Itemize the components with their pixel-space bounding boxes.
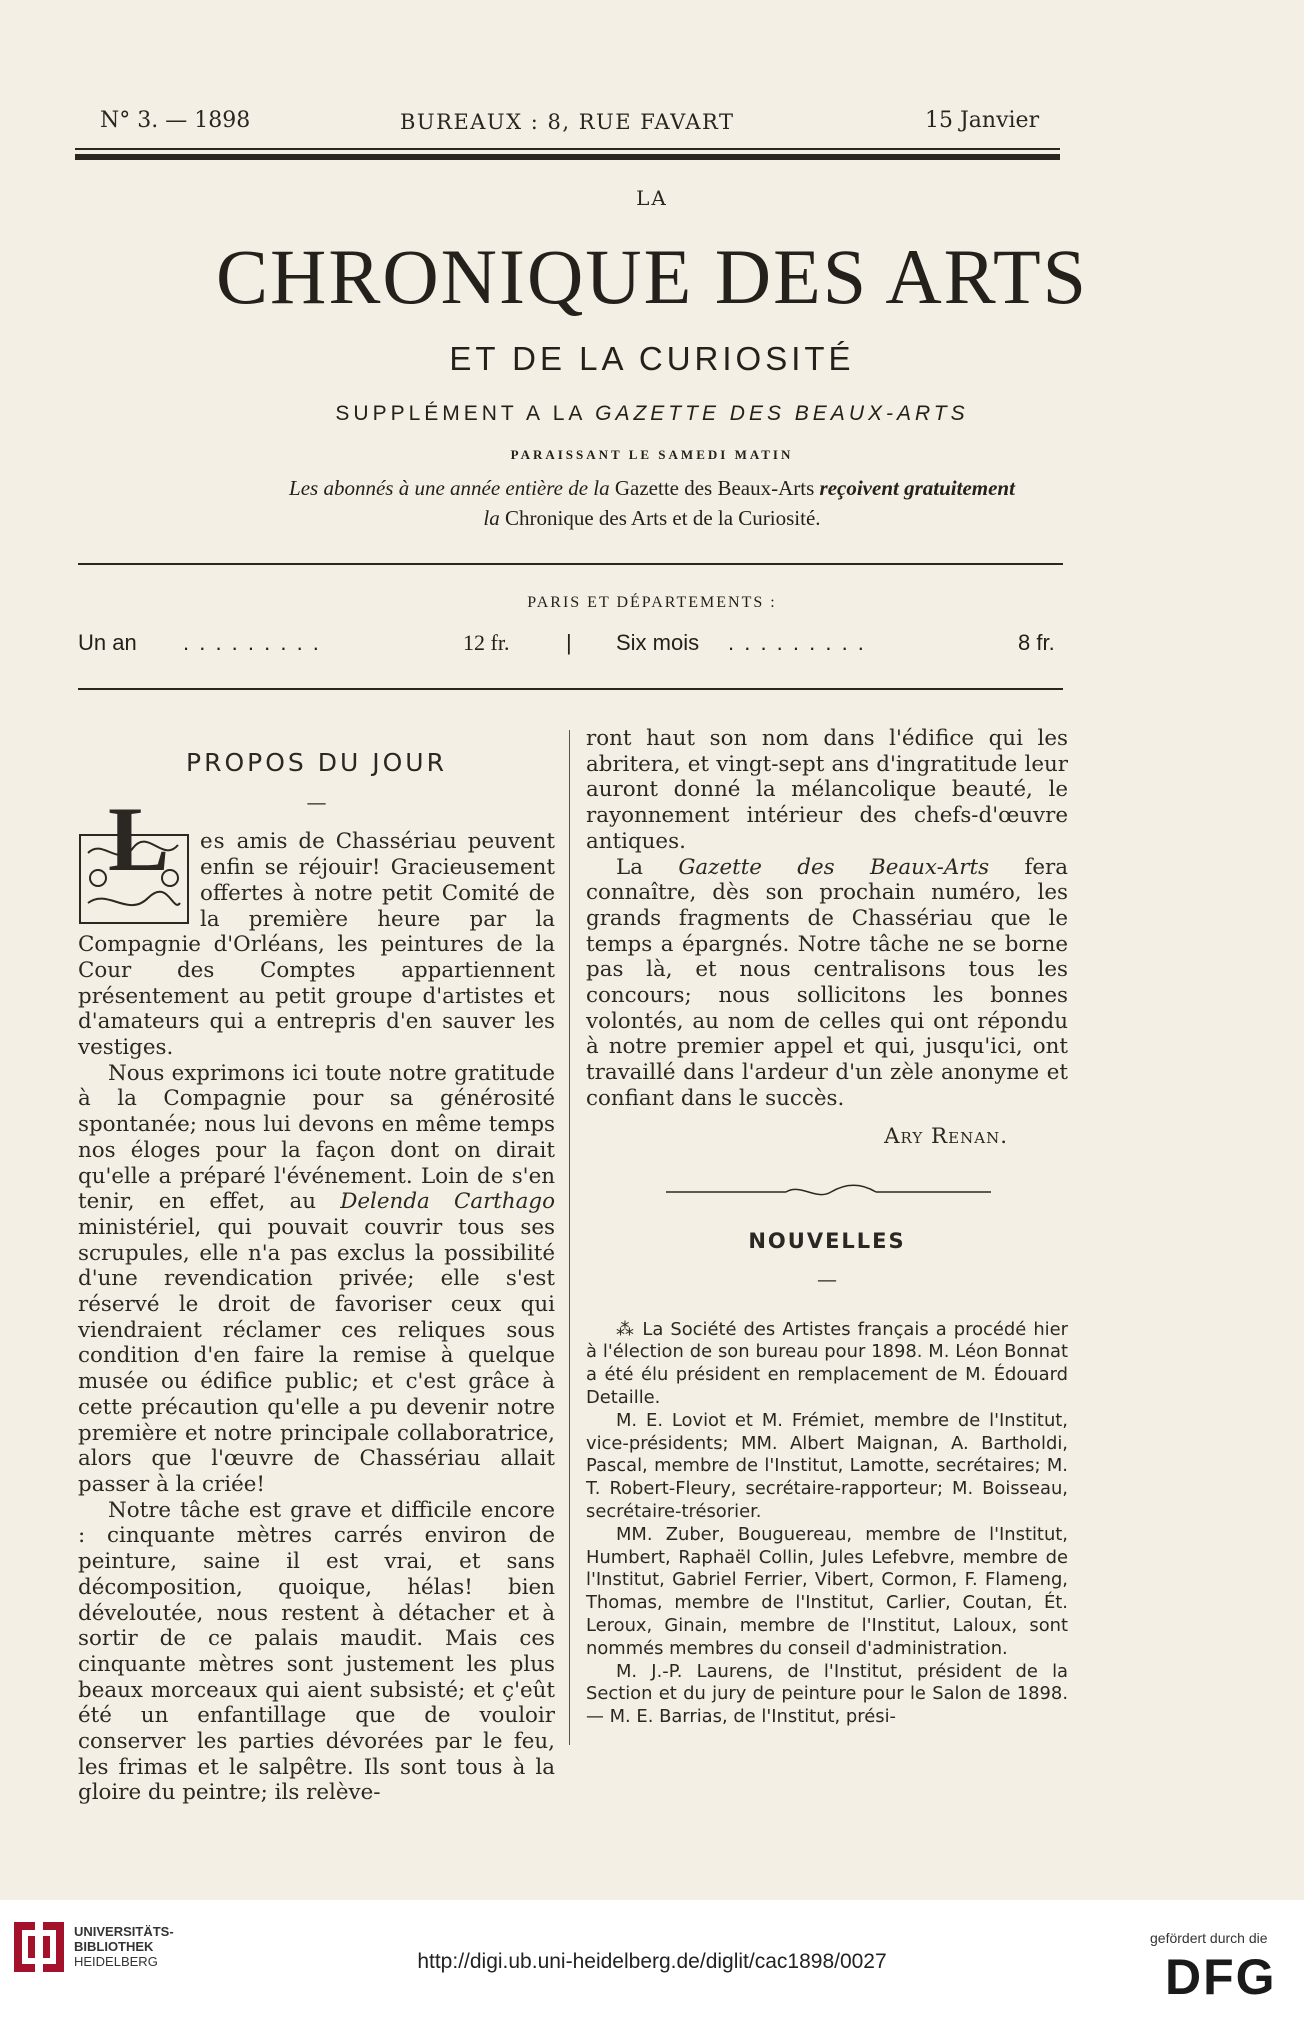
- news-item-2: M. E. Loviot et M. Frémiet, membre de l'Institut, vice-présidents; MM. Albert Maignan, A. Bartholdi, Pascal, membre de l'Institut, Lamotte, secrétaires; M. T. Robert-Fleury, secrétaire-rapporteur; M. Boisseau, secrétaire-trésorier.: [586, 1409, 1068, 1523]
- propos-p5-text-b: fera connaître, dès son prochain numéro, les grands fragments de Chassériau que le temps a épargnés. Notre tâche ne se borne pas là, et nous centralisons tous les concours; nous sollicitons les bonnes volontés, au nom de celles qui ont répondu à notre premier appel et qui, jusqu'ici, ont travaillé dans l'ardeur d'un zèle anonyme et confiant dans le succès.: [586, 854, 1068, 1111]
- six-month-price: 8 fr.: [1018, 630, 1055, 655]
- subscriber-notice-1: [0, 476, 1304, 501]
- propos-p2-text-b: ministériel, qui pouvait couvrir tous ses scrupules, elle n'a pas exclus la possibilité d'une revendication privée; elle s'est réservé le droit de favoriser ceux qui viendraient réclamer ces reliques sous condition d'en faire la remise à quelque musée ou édifice public; et c'est grâce à cette précaution qu'elle a pu devenir notre première et notre principale collaboratrice, alors que l'œuvre de Chassériau allait passer à la criée!: [78, 1214, 555, 1497]
- news-item-4: M. J.-P. Laurens, de l'Institut, président de la Section et du jury de peinture pour le Salon de 1898. — M. E. Barrias, de l'Institut, prési-: [586, 1660, 1068, 1728]
- notice-1b: Gazette des Beaux-Arts: [614, 476, 815, 500]
- initial-letter: L: [108, 788, 170, 891]
- right-column: [586, 726, 1068, 1729]
- one-year-dots: . . . . . . . . .: [183, 630, 321, 655]
- six-month-dots: . . . . . . . . .: [728, 630, 866, 655]
- news-item-3: MM. Zuber, Bouguereau, membre de l'Institut, Humbert, Raphaël Collin, Jules Lefebvre, membre de l'Institut, Gabriel Ferrier, Vibert, Cormon, F. Flameng, Thomas, membre de l'Institut, Carlier, Coutan, Ét. Leroux, Ginain, membre de l'Institut, Laloux, sont nommés membres du conseil d'administration.: [586, 1523, 1068, 1659]
- subscription-rule: [78, 688, 1063, 690]
- subscription-row: [78, 630, 1063, 664]
- initial-continuation: es: [200, 829, 226, 855]
- one-year-label: Un an: [78, 630, 137, 655]
- issue-date: 15 Janvier: [925, 108, 1040, 133]
- propos-paragraph-2: [78, 1061, 555, 1498]
- propos-paragraph-3: Notre tâche est grave et difficile encore : cinquante mètres carrés environ de peinture, saine il est vrai, et sans décomposition, quoique, hélas! bien déveloutée, nous restent à détacher et à sortir de ce palais maudit. Mais ces cinquante mètres sont justement les plus beaux morceaux qui aient subsisté; et ç'eût été un enfantillage que de vouloir conserver les parties dévorées par le feu, les frimas et le salpêtre. Ils sont tous à la gloire du peintre; ils relève-: [78, 1497, 555, 1806]
- top-rule-thick: [75, 154, 1060, 160]
- subscriber-notice-2: [0, 506, 1304, 531]
- propos-paragraph-5: [586, 855, 1068, 1112]
- supplement-gazette: GAZETTE DES BEAUX-ARTS: [595, 402, 969, 425]
- masthead-rule: [78, 563, 1063, 565]
- footer-bar: [0, 1900, 1304, 2018]
- flourish-divider-icon: [586, 1179, 1068, 1205]
- column-divider: [569, 730, 570, 1745]
- library-line-1: UNIVERSITÄTS-: [74, 1924, 174, 1939]
- one-year-price: 12 fr.: [463, 630, 510, 655]
- notice-1a: Les abonnés à une année entière de la: [289, 476, 610, 500]
- supplement-line: [0, 402, 1304, 426]
- supplement-prefix: SUPPLÉMENT A LA: [335, 402, 586, 425]
- propos-paragraph-1: [78, 788, 555, 1061]
- funding-note: gefördert durch die: [1150, 1930, 1268, 1946]
- office-address: BUREAUX : 8, RUE FAVART: [400, 110, 735, 134]
- permalink[interactable]: http://digi.ub.uni-heidelberg.de/diglit/cac1898/0027: [417, 1950, 887, 1973]
- decorated-initial: [78, 788, 190, 925]
- newspaper-subtitle: ET DE LA CURIOSITÉ: [449, 340, 855, 377]
- propos-p5-text-a: La: [616, 854, 679, 880]
- notice-2b: Chronique des Arts et de la Curiosité.: [505, 506, 821, 530]
- propos-heading: PROPOS DU JOUR: [186, 748, 447, 777]
- nouvelles-body: [586, 1319, 1068, 1729]
- library-line-2: BIBLIOTHEK: [74, 1939, 154, 1954]
- propos-p2-text-a: Nous exprimons ici toute notre gratitude à la Compagnie pour sa générosité spontanée; nous lui devons en même temps nos éloges pour la façon dont on dirait qu'elle a préparé l'événement. Loin de s'en tenir, en effet, au: [78, 1060, 555, 1215]
- publication-schedule: PARAISSANT LE SAMEDI MATIN: [510, 447, 794, 462]
- propos-p5-italic: Gazette des Beaux-Arts: [678, 854, 990, 880]
- issue-number: N° 3. — 1898: [100, 108, 251, 133]
- nouvelles-dash: —: [817, 1266, 837, 1291]
- price-separator: |: [566, 630, 572, 655]
- left-column: [78, 720, 555, 1806]
- section-divider: [586, 1179, 1068, 1205]
- dfg-logo: DFG: [1165, 1949, 1277, 2005]
- subscription-heading: PARIS ET DÉPARTEMENTS :: [527, 594, 777, 611]
- six-month-label: Six mois: [616, 630, 700, 655]
- library-line-3: HEIDELBERG: [74, 1954, 158, 1969]
- title-article: LA: [636, 186, 668, 210]
- newspaper-title: CHRONIQUE DES ARTS: [215, 233, 1089, 320]
- propos-p2-italic: Delenda Carthago: [340, 1189, 556, 1215]
- news-item-1: [586, 1319, 1068, 1410]
- nouvelles-heading: NOUVELLES: [748, 1229, 906, 1254]
- notice-2a: la: [483, 506, 500, 530]
- notice-1c: reçoivent gratuitement: [819, 476, 1015, 500]
- article-signature: Ary Renan.: [884, 1123, 1008, 1149]
- asterism-icon: ⁂: [616, 1318, 636, 1340]
- news-item-1-text: La Société des Artistes français a procédé hier à l'élection de son bureau pour 1898. M. Léon Bonnat a été élu président en remplacement de M. Édouard Detaille.: [586, 1318, 1068, 1409]
- propos-dash: —: [306, 789, 327, 814]
- propos-paragraph-4: ront haut son nom dans l'édifice qui les abritera, et vingt-sept ans d'ingratitude leur auront donné la mélancolique beauté, le rayonnement intérieur des chefs-d'œuvre antiques.: [586, 726, 1068, 854]
- top-rule-thin: [75, 148, 1060, 150]
- propos-p1-text: amis de Chassériau peuvent enfin se réjouir! Gracieusement offertes à notre petit Comité de la première heure par la Compagnie d'Orléans, les peintures de la Cour des Comptes appartiennent présentement au petit groupe d'artistes et d'amateurs qui a entrepris d'en sauver les vestiges.: [78, 829, 555, 1061]
